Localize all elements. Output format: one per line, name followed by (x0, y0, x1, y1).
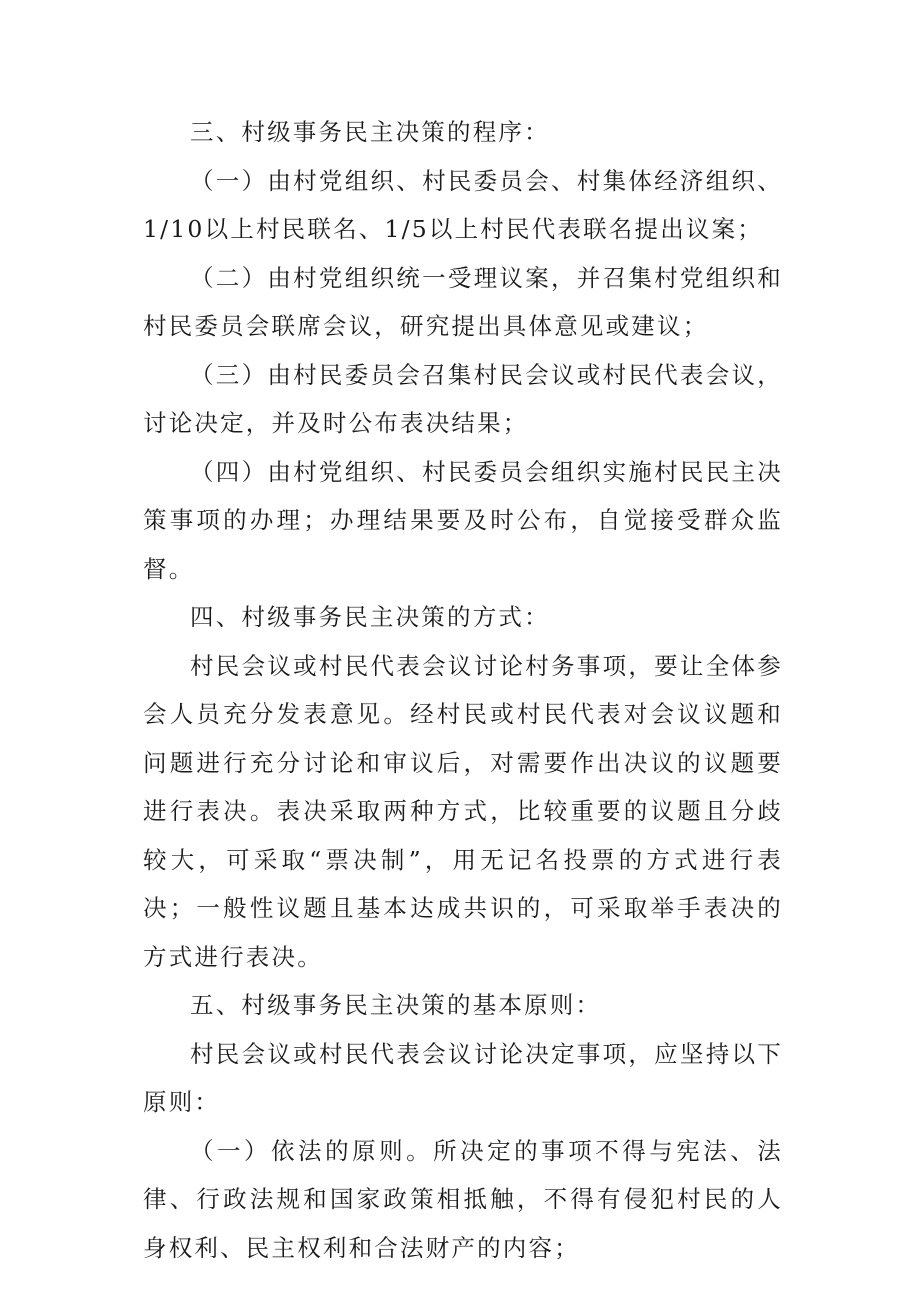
procedure-item-1: （一）由村党组织、村民委员会、村集体经济组织、1/10以上村民联名、1/5以上村民代表联名提出议案； (143, 166, 783, 243)
principles-intro-paragraph: 村民会议或村民代表会议讨论决定事项，应坚持以下原则： (143, 1039, 783, 1116)
document-body (143, 108, 783, 1272)
section-heading-principles: 五、村级事务民主决策的基本原则： (190, 991, 602, 1019)
procedure-item-2: （二）由村党组织统一受理议案，并召集村党组织和村民委员会联席会议，研究提出具体意见或建议； (143, 263, 783, 340)
procedure-item-4: （四）由村党组织、村民委员会组织实施村民民主决策事项的办理；办理结果要及时公布，自觉接受群众监督。 (143, 457, 783, 583)
procedure-item-3: （三）由村民委员会召集村民会议或村民代表会议，讨论决定，并及时公布表决结果； (143, 360, 783, 437)
principle-item-1: （一）依法的原则。所决定的事项不得与宪法、法律、行政法规和国家政策相抵触，不得有侵犯村民的人身权利、民主权利和合法财产的内容； (143, 1136, 783, 1262)
section-heading-method: 四、村级事务民主决策的方式： (190, 603, 550, 631)
method-paragraph: 村民会议或村民代表会议讨论村务事项，要让全体参会人员充分发表意见。经村民或村民代表对会议议题和问题进行充分讨论和审议后，对需要作出决议的议题要进行表决。表决采取两种方式，比较重要的议题且分歧较大，可采取“票决制”，用无记名投票的方式进行表决；一般性议题且基本达成共识的，可采取举手表决的方式进行表决。 (143, 651, 783, 971)
section-heading-procedure: 三、村级事务民主决策的程序： (190, 118, 550, 146)
